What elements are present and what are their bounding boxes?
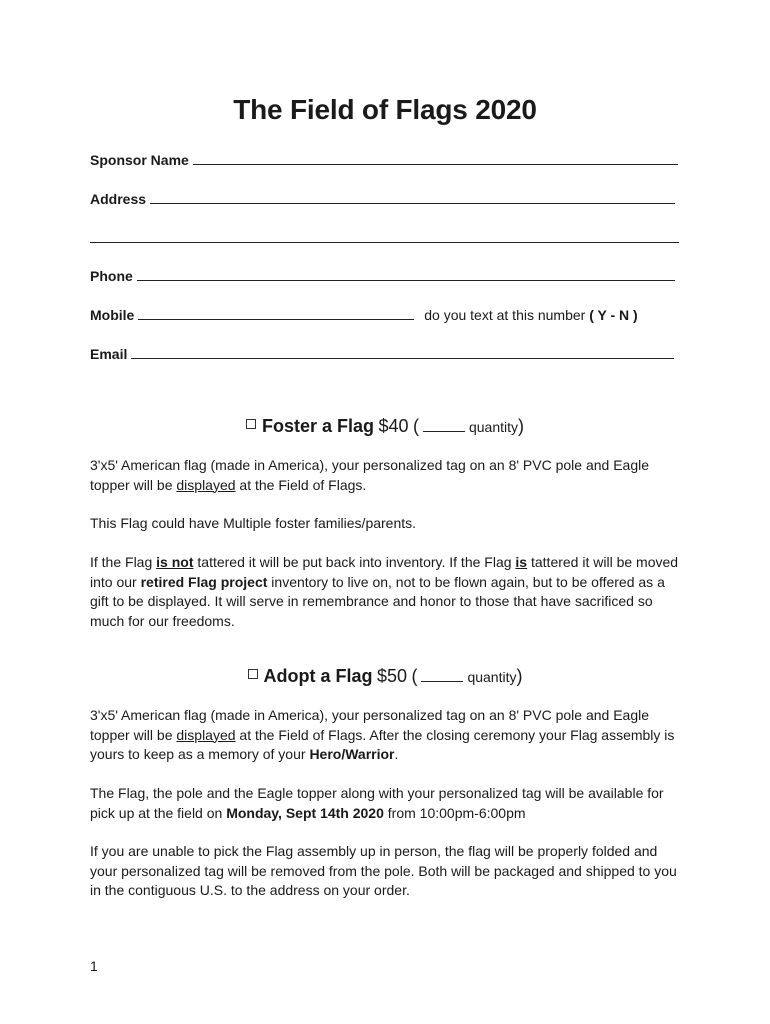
foster-paragraph-3 (90, 553, 680, 631)
adopt-paragraph-3: If you are unable to pick the Flag assembly up in person, the flag will be properly folded and your personalized tag will be removed from the pole. Both will be packaged and shipped to you in the contiguous U.S. to the address on your order. (90, 843, 677, 898)
adopt-p2-text-a: The Flag, the pole and the Eagle topper along with your personalized tag will be available for pick up at the field on (90, 785, 664, 821)
adopt-paragraph-1 (90, 706, 680, 765)
foster-p3-is-not: is not (156, 554, 194, 570)
mobile-row (90, 307, 638, 323)
foster-close-paren: ) (518, 416, 525, 436)
foster-p3-text-b: tattered it will be put back into inventory. If the Flag (193, 554, 516, 570)
foster-paragraph-1 (90, 456, 680, 495)
adopt-p1-text-b: at the Field of Flags. After the closing ceremony your Flag assembly is yours to keep as a memory of your (90, 726, 675, 762)
foster-heading (0, 416, 770, 437)
adopt-name: Adopt a Flag (263, 666, 373, 686)
address-line-2-input-line[interactable] (90, 230, 679, 243)
adopt-p1-displayed: displayed (176, 726, 236, 743)
adopt-quantity-input-line[interactable] (421, 669, 463, 682)
page-number: 1 (90, 958, 98, 974)
phone-input-line[interactable] (137, 268, 675, 281)
adopt-heading (0, 666, 770, 687)
adopt-checkbox[interactable] (248, 669, 258, 679)
foster-p1-displayed: displayed (176, 476, 236, 493)
adopt-p2-text-b: from 10:00pm-6:00pm (383, 804, 526, 821)
email-row (90, 346, 674, 362)
phone-row (90, 268, 675, 284)
foster-price: $40 (378, 416, 409, 436)
adopt-close-paren: ) (516, 666, 523, 686)
mobile-input-line[interactable] (138, 307, 414, 320)
adopt-open-paren: ( (411, 666, 418, 686)
adopt-paragraph-2 (90, 784, 680, 823)
sponsor-name-row (90, 152, 678, 168)
foster-p1-text-a: 3'x5' American flag (made in America), your personalized tag on an 8' PVC pole and Eagle topper will be (90, 457, 650, 493)
foster-quantity-input-line[interactable] (423, 419, 465, 432)
address-line-2-row (90, 230, 679, 246)
sponsor-name-label: Sponsor Name (90, 152, 189, 168)
adopt-p1-text-a: 3'x5' American flag (made in America), your personalized tag on an 8' PVC pole and Eagle topper will be (90, 707, 650, 743)
adopt-p1-text-c: . (394, 746, 399, 762)
adopt-quantity-label: quantity (467, 669, 517, 685)
address-row (90, 191, 675, 207)
address-label: Address (90, 191, 147, 207)
foster-p3-text-c: tattered it will be moved into our (90, 554, 679, 590)
text-yn-options[interactable]: ( Y - N ) (589, 307, 638, 323)
adopt-p1-hero-warrior: Hero/Warrior (309, 746, 395, 762)
mobile-label: Mobile (90, 307, 135, 323)
foster-name: Foster a Flag (261, 416, 375, 436)
foster-paragraph-2: This Flag could have Multiple foster families/parents. (90, 515, 417, 531)
page-title: The Field of Flags 2020 (233, 94, 537, 125)
email-label: Email (90, 346, 128, 362)
address-input-line[interactable] (150, 191, 675, 204)
foster-open-paren: ( (412, 416, 419, 436)
foster-p3-text-d: inventory to live on, not to be flown again, but to be offered as a gift to be displayed. It will serve in remembrance and honor to those that have sacrificed so much for our freedoms. (90, 573, 665, 629)
foster-p3-is: is (515, 554, 528, 570)
foster-p3-retired-flag-project: retired Flag project (140, 573, 268, 590)
adopt-price: $50 (376, 666, 407, 686)
adopt-p2-pickup-date: Monday, Sept 14th 2020 (226, 804, 384, 821)
foster-p1-text-b: at the Field of Flags. (235, 476, 367, 493)
sponsor-name-input-line[interactable] (193, 152, 678, 165)
email-input-line[interactable] (131, 346, 674, 359)
phone-label: Phone (90, 268, 133, 284)
foster-p3-text-a: If the Flag (90, 554, 157, 570)
foster-checkbox[interactable] (246, 419, 256, 429)
text-question: do you text at this number (424, 307, 586, 323)
foster-quantity-label: quantity (468, 419, 519, 435)
